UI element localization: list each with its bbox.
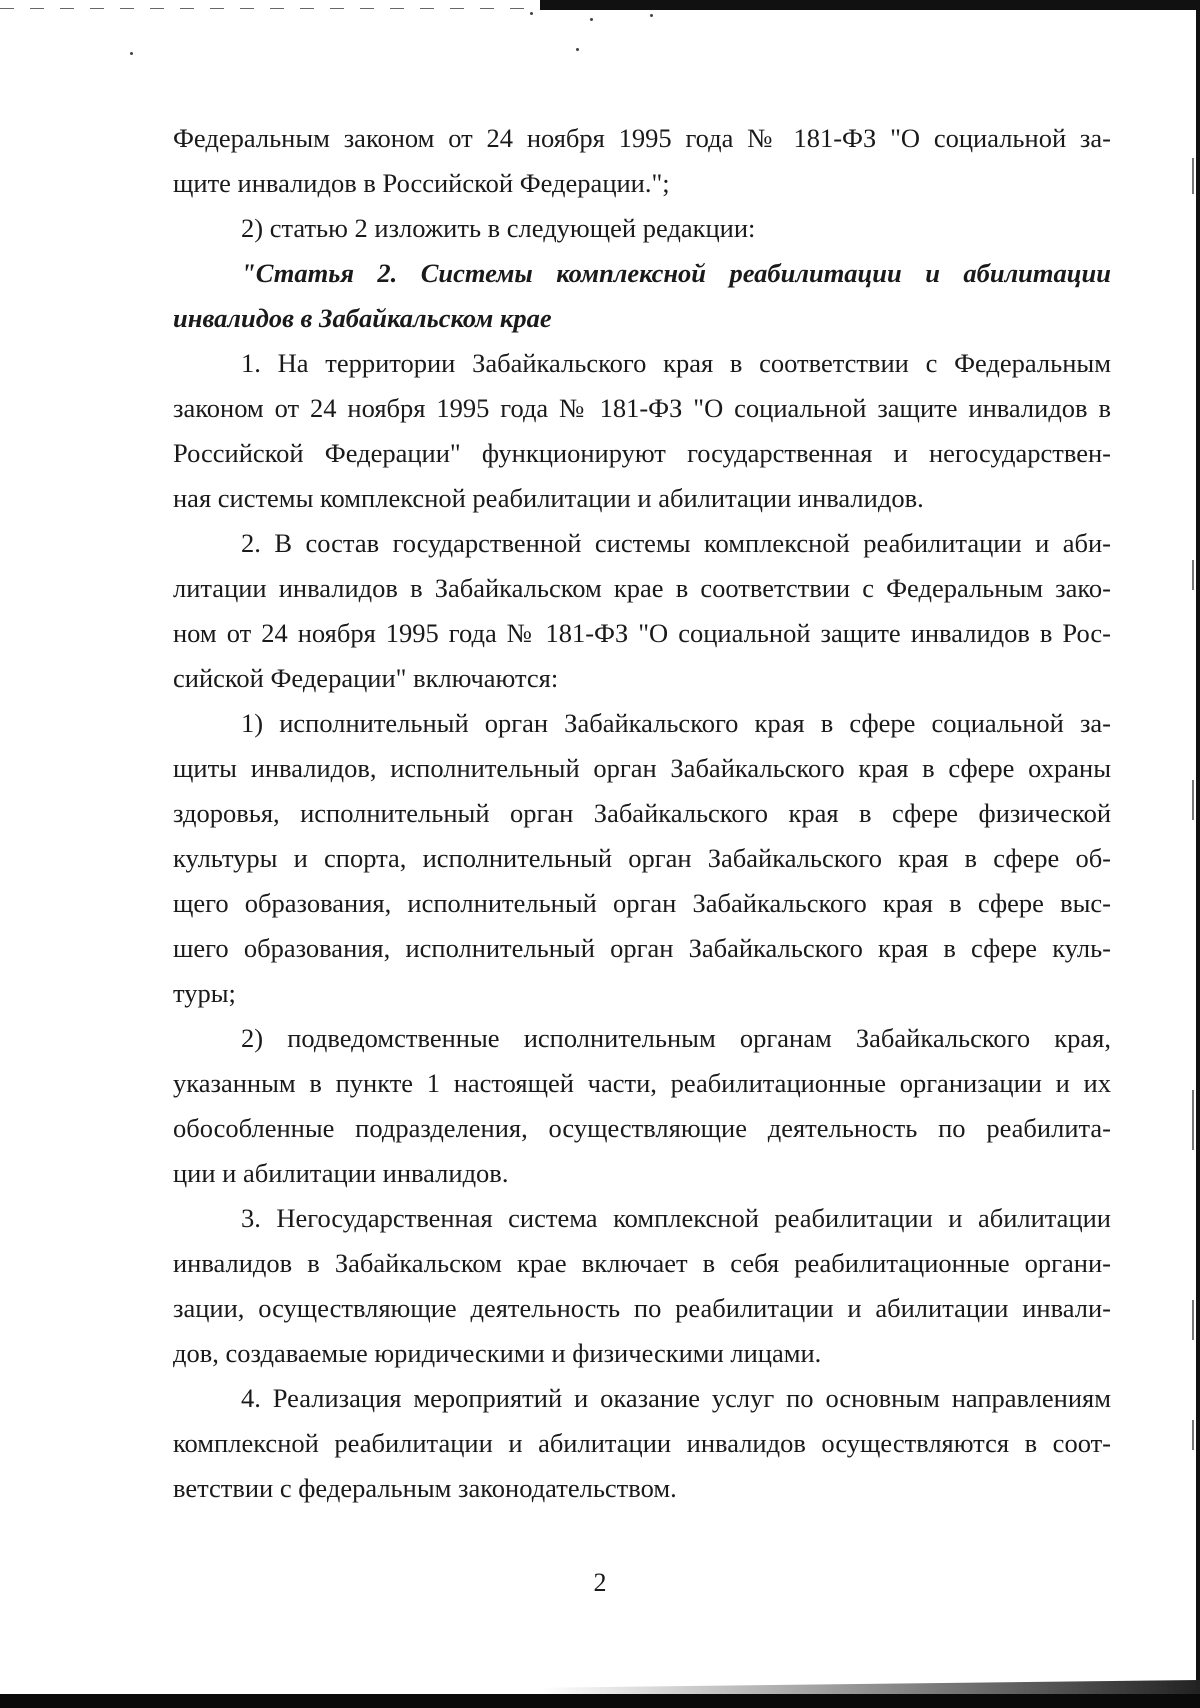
text-line: шего образования, исполнительный орган Забайкальского края в сфере куль- [173,933,1111,963]
scan-speck [650,14,653,17]
scan-speck [130,52,133,55]
text-line: ная системы комплексной реабилитации и абилитации инвалидов. [173,483,924,513]
scan-edge-mark [1192,1090,1194,1150]
text-line: 2) статью 2 изложить в следующей редакции: [241,213,756,243]
scan-right-edge [1196,0,1200,1708]
text-line: 2) подведомственные исполнительным органам Забайкальского края, [241,1023,1111,1053]
article-heading-line: "Статья 2. Системы комплексной реабилитации и абилитации [241,258,1111,288]
text-line: туры; [173,978,236,1008]
text-line: ветствии с федеральным законодательством. [173,1473,677,1503]
article-heading-line: инвалидов в Забайкальском крае [173,303,552,333]
scan-edge-mark [1192,1420,1194,1450]
text-line: ном от 24 ноября 1995 года № 181-ФЗ "О социальной защите инвалидов в Рос- [173,618,1111,648]
page-number: 2 [593,1568,607,1597]
text-line: указанным в пункте 1 настоящей части, реабилитационные организации и их [173,1068,1111,1098]
scan-edge-mark [1192,560,1194,590]
scan-speck [530,12,533,15]
text-line: 1. На территории Забайкальского края в соответствии с Федеральным [241,348,1111,378]
text-line: щиты инвалидов, исполнительный орган Забайкальского края в сфере охраны [173,753,1111,783]
text-line: 2. В состав государственной системы комплексной реабилитации и аби- [241,528,1111,558]
text-line: здоровья, исполнительный орган Забайкальского края в сфере физической [173,798,1111,828]
text-line: 4. Реализация мероприятий и оказание услуг по основным направлениям [241,1383,1111,1413]
text-line: культуры и спорта, исполнительный орган Забайкальского края в сфере об- [173,843,1111,873]
text-line: законом от 24 ноября 1995 года № 181-ФЗ "О социальной защите инвалидов в [173,393,1111,423]
text-line: ции и абилитации инвалидов. [173,1158,509,1188]
text-line: инвалидов в Забайкальском крае включает в себя реабилитационные органи- [173,1248,1111,1278]
scan-speck [590,18,593,21]
document-body [173,116,1111,1511]
scan-bottom-border [0,1694,1200,1708]
text-line: комплексной реабилитации и абилитации инвалидов осуществляются в соот- [173,1428,1111,1458]
scan-speck [576,48,579,51]
text-line: щите инвалидов в Российской Федерации."; [173,168,670,198]
text-line: Федеральным законом от 24 ноября 1995 года № 181-ФЗ "О социальной за- [173,123,1111,153]
text-line: 3. Негосударственная система комплексной реабилитации и абилитации [241,1203,1111,1233]
scan-edge-mark [1192,1300,1194,1340]
text-line: зации, осуществляющие деятельность по реабилитации и абилитации инвали- [173,1293,1111,1323]
text-line: литации инвалидов в Забайкальском крае в соответствии с Федеральным зако- [173,573,1111,603]
text-line: Российской Федерации" функционируют государственная и негосударствен- [173,438,1111,468]
scan-top-dashed-line [0,8,540,9]
scan-edge-mark [1192,780,1194,820]
scan-top-border [540,0,1200,10]
text-line: сийской Федерации" включаются: [173,663,559,693]
scan-edge-mark [1192,158,1194,194]
scan-bottom-shadow [0,1680,1200,1694]
text-line: 1) исполнительный орган Забайкальского края в сфере социальной за- [241,708,1111,738]
text-line: обособленные подразделения, осуществляющие деятельность по реабилита- [173,1113,1111,1143]
text-line: щего образования, исполнительный орган Забайкальского края в сфере выс- [173,888,1111,918]
text-line: дов, создаваемые юридическими и физическими лицами. [173,1338,822,1368]
